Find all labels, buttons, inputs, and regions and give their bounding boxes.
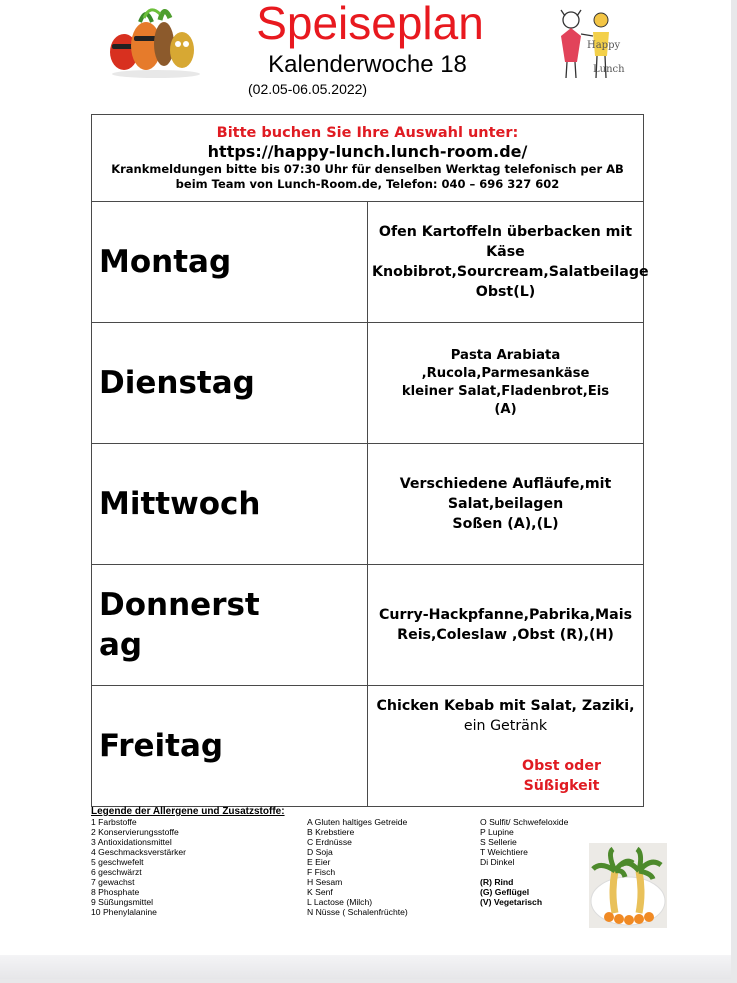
- booking-info: [92, 115, 644, 202]
- legend-item: S Sellerie: [480, 836, 517, 847]
- legend-item: O Sulfit/ Schwefeloxide: [480, 817, 569, 827]
- legend-item: 2 Konservierungsstoffe: [91, 826, 179, 837]
- day-name: Montag: [99, 244, 232, 280]
- menu-cell: [368, 202, 649, 323]
- day-name: Freitag: [99, 728, 224, 764]
- legend-item: L Lactose (Milch): [307, 896, 373, 907]
- legend-item: E Eier: [307, 856, 331, 867]
- legend-item: (R) Rind: [480, 877, 514, 887]
- svg-text:Happy: Happy: [587, 40, 621, 51]
- legend-meat: [480, 878, 542, 908]
- menu-line: Knobibrot,Sourcream,Salatbeilage: [372, 264, 649, 280]
- legend-item: Di Dinkel: [480, 856, 515, 867]
- menu-line: (A): [494, 402, 517, 417]
- happy-lunch-kids-icon: [553, 6, 625, 82]
- legend-item: K Senf: [307, 886, 333, 897]
- legend-item: 3 Antioxidationsmittel: [91, 836, 172, 847]
- menu-line: kleiner Salat,Fladenbrot,Eis: [401, 384, 610, 399]
- legend-item: (G) Geflügel: [480, 886, 530, 897]
- date-range: (02.05-06.05.2022): [248, 81, 368, 97]
- menu-line: ein Getränk: [463, 718, 548, 734]
- menu-line: Soßen (A),(L): [452, 516, 559, 532]
- legend-item: N Nüsse ( Schalenfrüchte): [307, 906, 408, 917]
- week-label: Kalenderwoche 18: [268, 51, 467, 78]
- booking-instruction: Bitte buchen Sie Ihre Auswahl unter:: [216, 125, 519, 141]
- menu-cell: [368, 565, 644, 686]
- legend-item: F Fisch: [307, 866, 336, 877]
- legend-item: B Krebstiere: [307, 826, 355, 837]
- legend-item: H Sesam: [307, 876, 343, 887]
- legend-item: 4 Geschmacksverstärker: [91, 846, 187, 857]
- booking-url[interactable]: https://happy-lunch.lunch-room.de/: [207, 142, 528, 161]
- legend-item: A Gluten haltiges Getreide: [307, 817, 408, 827]
- day-row-mittwoch: [92, 444, 644, 565]
- day-name: Mittwoch: [99, 486, 261, 522]
- menu-line: Reis,Coleslaw ,Obst (R),(H): [397, 627, 614, 643]
- day-cell: [92, 323, 368, 444]
- menu-line: Ofen Kartoffeln überbacken mit Käse: [378, 224, 633, 260]
- legend-item: P Lupine: [480, 826, 514, 837]
- menu-line: Verschiedene Aufläufe,mit Salat,beilagen: [399, 476, 612, 512]
- legend-allergens-2: [480, 818, 568, 868]
- day-cell: [92, 444, 368, 565]
- legend-item: 8 Phosphate: [91, 886, 140, 897]
- legend-item: 10 Phenylalanine: [91, 906, 157, 917]
- legend-item: 7 gewachst: [91, 876, 135, 887]
- fruit-palm-tree-plate-icon: [589, 843, 667, 928]
- day-cell: [92, 686, 368, 807]
- menu-line: Obst(L): [475, 284, 536, 300]
- legend-item: 5 geschwefelt: [91, 856, 144, 867]
- legend-allergens: [307, 818, 408, 918]
- menu-line: Chicken Kebab mit Salat, Zaziki,: [376, 698, 635, 714]
- menu-line: Pasta Arabiata ,Rucola,Parmesankäse: [421, 348, 590, 381]
- menu-line: Curry-Hackpfanne,Pabrika,Mais: [378, 607, 633, 623]
- day-name: [99, 585, 274, 665]
- dessert-note: Obst oder Süßigkeit: [522, 758, 601, 794]
- page-bottom-shade: [0, 955, 737, 983]
- legend-item: C Erdnüsse: [307, 836, 352, 847]
- legend-item: 1 Farbstoffe: [91, 817, 137, 827]
- day-cell: [92, 565, 368, 686]
- legend-item: D Soja: [307, 846, 333, 857]
- day-name-part: Donnerst: [99, 587, 260, 623]
- day-row-freitag: [92, 686, 644, 807]
- page-title: Speiseplan: [256, 0, 484, 49]
- sick-notice: Krankmeldungen bitte bis 07:30 Uhr für denselben Werktag telefonisch per AB beim Team von Lunch-Room.de, Telefon: 040 – 696 327 602: [111, 162, 624, 191]
- legend-item: 9 Süßungsmittel: [91, 896, 154, 907]
- svg-text:Lunch: Lunch: [593, 64, 625, 75]
- day-row-donnerstag: [92, 565, 644, 686]
- vegetable-characters-icon: [104, 4, 204, 80]
- day-row-dienstag: [92, 323, 644, 444]
- legend-item: (V) Vegetarisch: [480, 896, 543, 907]
- legend-item: 6 geschwärzt: [91, 866, 142, 877]
- day-cell: [92, 202, 368, 323]
- legend-item: T Weichtiere: [480, 846, 528, 857]
- day-name-part: ag: [99, 627, 143, 663]
- legend-additives: [91, 818, 186, 918]
- day-name: Dienstag: [99, 365, 255, 401]
- menu-table: [91, 114, 649, 807]
- menu-cell: [368, 444, 644, 565]
- legend-title: Legende der Allergene und Zusatzstoffe:: [91, 806, 285, 817]
- menu-cell: [368, 686, 644, 807]
- day-row-montag: [92, 202, 644, 323]
- menu-cell: [368, 323, 644, 444]
